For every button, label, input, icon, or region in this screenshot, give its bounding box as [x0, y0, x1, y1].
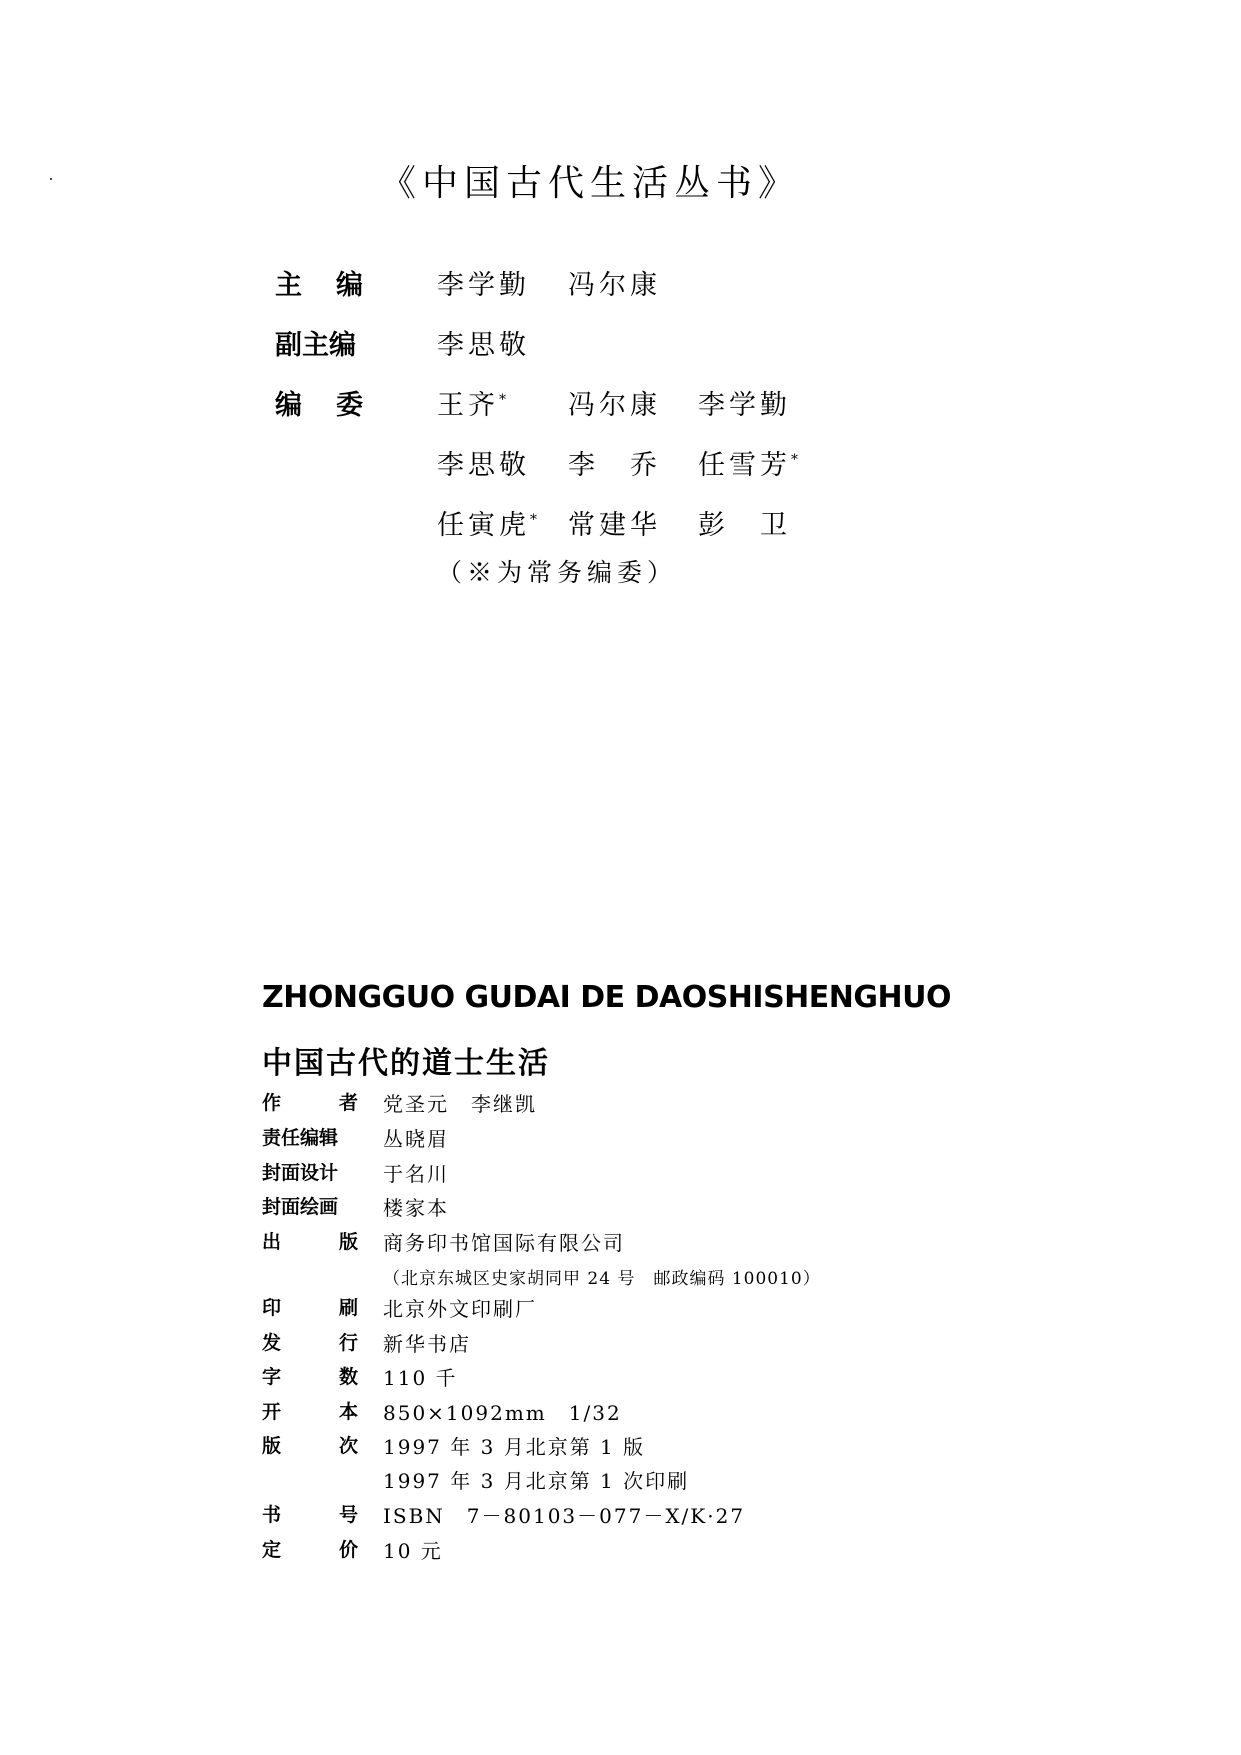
deputy-editor-name: 李思敬 [437, 330, 530, 361]
colophon-label: 版 次 [262, 1435, 358, 1457]
colophon-label: 字 数 [262, 1366, 358, 1388]
colophon-label: 出 版 [262, 1231, 358, 1253]
colophon-value: 110 千 [383, 1366, 458, 1390]
committee-member: 王齐* [437, 390, 510, 421]
colophon-value: 商务印书馆国际有限公司 [383, 1231, 625, 1255]
deputy-editor-label: 副主编 [275, 330, 356, 361]
committee-member: 任雪芳* [698, 450, 802, 481]
chief-editor-label: 主编 [275, 270, 397, 301]
colophon-value: 1997 年 3 月北京第 1 次印刷 [383, 1469, 690, 1493]
colophon-value: （北京东城区史家胡同甲 24 号 邮政编码 100010） [383, 1269, 821, 1289]
colophon-value: ISBN 7－80103－077－X/K·27 [383, 1504, 746, 1528]
scan-speck [50, 178, 52, 180]
colophon-value: 丛晓眉 [383, 1127, 449, 1151]
committee-member: 常建华 [568, 510, 661, 541]
committee-label: 编委 [275, 390, 397, 421]
colophon-label: 责任编辑 [262, 1127, 339, 1149]
colophon-label: 定 价 [262, 1539, 358, 1561]
committee-note: （※为常务编委） [437, 558, 678, 587]
colophon-label: 书 号 [262, 1504, 358, 1526]
colophon-label: 发 行 [262, 1332, 358, 1354]
colophon-value: 850×1092mm 1/32 [383, 1401, 622, 1425]
series-title: 《中国古代生活丛书》 [380, 163, 801, 204]
colophon-label: 封面设计 [262, 1162, 339, 1184]
colophon-value: 新华书店 [383, 1332, 471, 1356]
colophon-label: 作 者 [262, 1092, 358, 1114]
pinyin-title: ZHONGGUO GUDAI DE DAOSHISHENGHUO [262, 980, 951, 1015]
colophon-value: 楼家本 [383, 1196, 449, 1220]
colophon-value: 10 元 [383, 1539, 443, 1563]
committee-member: 李学勤 [698, 390, 791, 421]
colophon-label: 封面绘画 [262, 1196, 339, 1218]
chief-editor-name: 李学勤 [437, 270, 530, 301]
book-title: 中国古代的道士生活 [262, 1046, 550, 1081]
colophon-value: 1997 年 3 月北京第 1 版 [383, 1435, 646, 1459]
colophon-label: 开 本 [262, 1401, 358, 1423]
committee-member: 李思敬 [437, 450, 530, 481]
colophon-label: 印 刷 [262, 1297, 358, 1319]
colophon-value: 于名川 [383, 1162, 449, 1186]
chief-editor-name: 冯尔康 [568, 270, 661, 301]
committee-member: 李 乔 [568, 450, 661, 481]
committee-member: 彭 卫 [698, 510, 791, 541]
colophon-value: 北京外文印刷厂 [383, 1297, 537, 1321]
committee-member: 冯尔康 [568, 390, 661, 421]
committee-member: 任寅虎* [437, 510, 541, 541]
colophon-value: 党圣元 李继凯 [383, 1092, 537, 1116]
